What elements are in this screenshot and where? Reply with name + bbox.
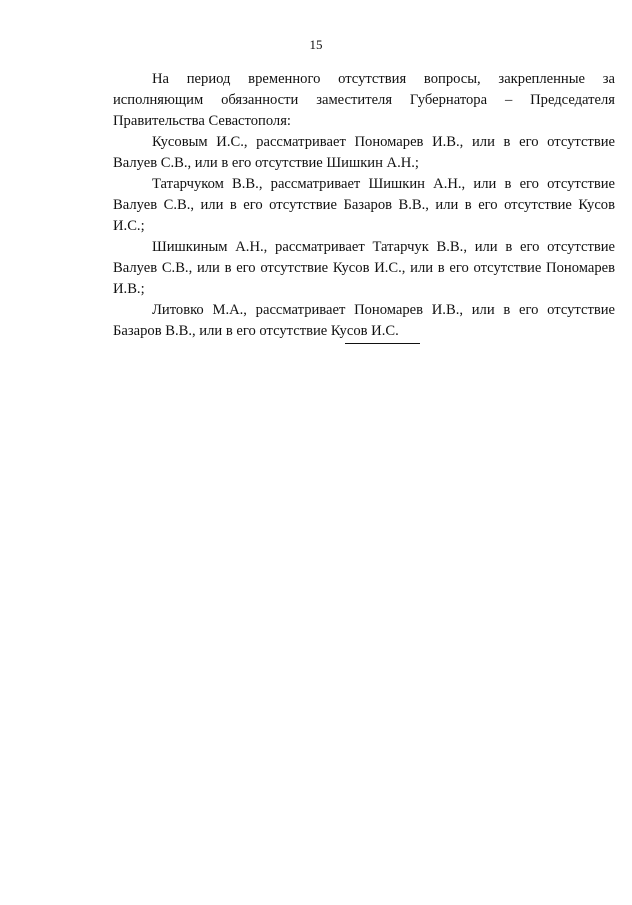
intro-paragraph: На период временного отсутствия вопросы, закрепленные за исполняющим обязанности заместителя Губернатора – Председателя Правительства Севастополя: (113, 71, 615, 129)
assignment-paragraph-litovko: Литовко М.А., рассматривает Пономарев И.В., или в его отсутствие Базаров В.В., или в его отсутствие Кусов И.С. (113, 302, 615, 339)
assignment-paragraph-shishkin: Шишкиным А.Н., рассматривает Татарчук В.В., или в его отсутствие Валуев С.В., или в его отсутствие Кусов И.С., или в его отсутствие Пономарев И.В.; (113, 239, 615, 297)
end-divider-line (345, 343, 420, 344)
page-number: 15 (309, 37, 323, 52)
document-body (113, 69, 615, 342)
assignment-paragraph-kusov: Кусовым И.С., рассматривает Пономарев И.В., или в его отсутствие Валуев С.В., или в его отсутствие Шишкин А.Н.; (113, 134, 615, 171)
assignment-paragraph-tatarchuk: Татарчуком В.В., рассматривает Шишкин А.Н., или в его отсутствие Валуев С.В., или в его отсутствие Базаров В.В., или в его отсутствие Кусов И.С.; (113, 176, 615, 234)
